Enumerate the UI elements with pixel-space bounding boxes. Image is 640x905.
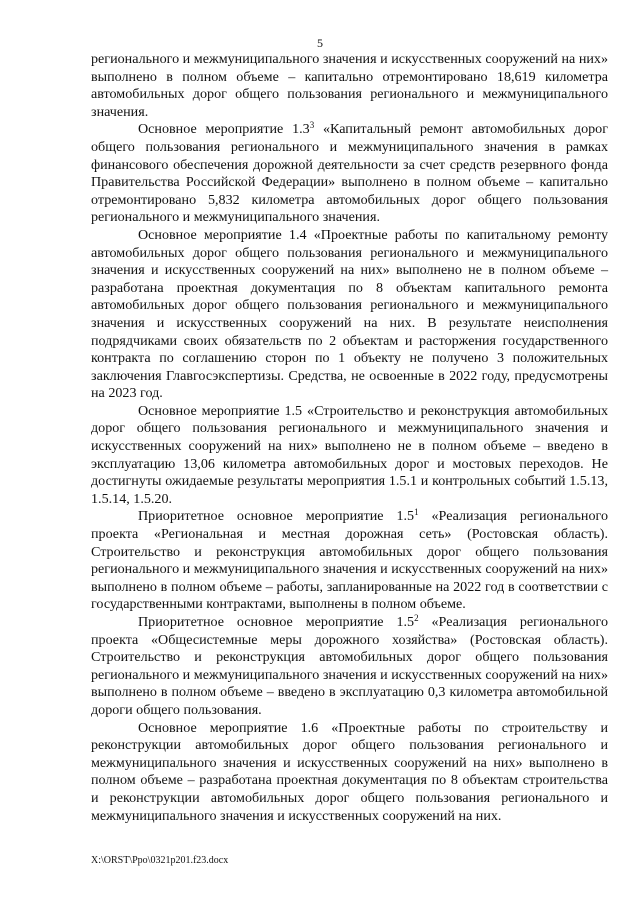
paragraph-measure-1-3 [91, 121, 608, 227]
paragraph-text: «Реализация регионального проекта «Общесистемные меры дорожного хозяйства» (Ростовская область). Строительство и реконструкция автомобильных дорог общего пользования регионального и межмуниципального значения и искусственных сооружений на них» выполнено в полном объеме – введено в эксплуатацию 0,3 километра автомобильной дороги общего пользования. [91, 614, 609, 718]
document-body [91, 51, 608, 825]
footer-file-path: X:\ORST\Ppo\0321p201.f23.docx [91, 855, 229, 866]
paragraph-lead: Приоритетное основное мероприятие 1.5 [138, 614, 415, 630]
paragraph-priority-1-5-2 [91, 614, 608, 720]
superscript: 2 [414, 613, 419, 623]
superscript: 1 [414, 507, 419, 518]
paragraph-text: «Реализация регионального проекта «Региональная и местная дорожная сеть» (Ростовская область). Строительство и реконструкция автомобильных дорог общего пользования регионального и межмуниципального значения и искусственных сооружений на них» выполнено в полном объеме – работы, запланированные на 2022 год в соответствии с государственными контрактами, выполнены в полном объеме. [91, 508, 609, 613]
paragraph-continuation: регионального и межмуниципального значения и искусственных сооружений на них» выполнено в полном объеме – капитально отремонтировано 18,619 километра автомобильных дорог общего пользования регионального и межмуниципального значения. [91, 51, 608, 120]
paragraph-lead: Приоритетное основное мероприятие 1.5 [138, 508, 415, 525]
paragraph-measure-1-5: Основное мероприятие 1.5 «Строительство и реконструкция автомобильных дорог общего пользования регионального и межмуниципального значения и искусственных сооружений на них» выполнено не в полном объеме – введено в эксплуатацию 13,06 километра автомобильных дорог и мостовых переходов. Не достигнуты ожидаемые результаты мероприятия 1.5.1 и контрольных событий 1.5.13, 1.5.14, 1.5.20. [91, 402, 608, 507]
paragraph-priority-1-5-1 [91, 508, 608, 614]
paragraph-text: «Капитальный ремонт автомобильных дорог общего пользования регионального и межмуниципального значения в рамках финансового обеспечения дорожной деятельности за счет средств резервного фонда Правительства Российской Федерации» выполнено в полном объеме – капитально отремонтировано 5,832 километра автомобильных дорог общего пользования регионального и межмуниципального значения. [91, 121, 608, 226]
paragraph-measure-1-4: Основное мероприятие 1.4 «Проектные работы по капитальному ремонту автомобильных дорог общего пользования регионального и межмуниципального значения и искусственных сооружений на них» выполнено не в полном объеме – разработана проектная документация по 8 объектам капитального ремонта автомобильных дорог общего пользования регионального и межмуниципального значения и искусственных сооружений на них. В результате неисполнения подрядчиками своих обязательств по 2 объектам и расторжения государственного контракта по соглашению сторон по 1 объекту не получено 3 положительных заключения Главгосэкспертизы. Средства, не освоенные в 2022 году, предусмотрены на 2023 год. [91, 226, 608, 402]
superscript: 3 [309, 120, 315, 131]
paragraph-measure-1-6: Основное мероприятие 1.6 «Проектные работы по строительству и реконструкции автомобильных дорог общего пользования регионального и межмуниципального значения и искусственных сооружений на них» выполнено в полном объеме – разработана проектная документация по 8 объектам строительства и реконструкции автомобильных дорог общего пользования регионального и межмуниципального значения и искусственных сооружений на них. [91, 719, 608, 824]
page-number: 5 [317, 36, 323, 50]
paragraph-lead: Основное мероприятие 1.3 [138, 121, 310, 138]
